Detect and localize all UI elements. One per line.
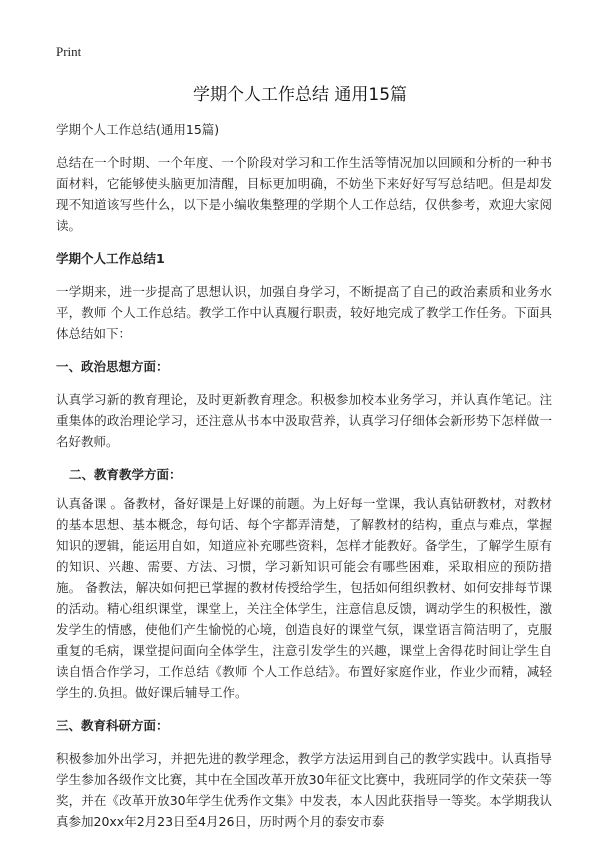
part-body-politics: 认真学习新的教育理论，及时更新教育理念。积极参加校本业务学习，并认真作笔记。注重集体的政治理论学习，还注意从书本中汲取营养，认真学习仔细体会新形势下怎样做一名好教师。 [56,392,552,449]
print-link[interactable]: Print [56,44,82,59]
part-body-teaching: 认真备课 。备教材，备好课是上好课的前题。为上好每一堂课，我认真钻研教材，对教材的基本思想、基本概念，每句话、每个字都弄清楚，了解教材的结构，重点与难点，掌握知识的逻辑，能运用自如，知道应补充哪些资料，怎样才能教好。备学生，了解学生原有的知识、兴趣、需要、方法、习惯，学习新知识可能会有哪些困难，采取相应的预防措施。 备教法，解决如何把已掌握的教材传授给学生，包括如何组织教材、如何安排每节课的活动。精心组织课堂，课堂上，关注全体学生，注意信息反馈，调动学生的积极性，激发学生的情感，使他们产生愉悦的心境，创造良好的课堂气氛，课堂语言简洁明了，克服重复的毛病，课堂提问面向全体学生，注意引发学生的兴趣，课堂上舍得花时间让学生自读自悟合作学习，工作总结《教师 个人工作总结》。布置好家庭作业，作业少而精，减轻学生的.负担。做好课后辅导工作。 [56,496,552,700]
section-intro-paragraph: 一学期来，进一步提高了思想认识，加强自身学习，不断提高了自己的政治素质和业务水平，教师 个人工作总结。教学工作中认真履行职责，较好地完成了教学工作任务。下面具体总结如下： [56,284,552,341]
intro-paragraph: 总结在一个时期、一个年度、一个阶段对学习和工作生活等情况加以回顾和分析的一种书面材料，它能够使头脑更加清醒，目标更加明确，不妨坐下来好好写写总结吧。但是却发现不知道该写些什么，以下是小编收集整理的学期个人工作总结，仅供参考，欢迎大家阅读。 [56,155,552,233]
document-subtitle: 学期个人工作总结(通用15篇) [56,122,220,137]
section-heading: 学期个人工作总结1 [56,251,165,266]
part-body-research: 积极参加外出学习，并把先进的教学理念，教学方法运用到自己的教学实践中。认真指导学生参加各级作文比赛，其中在全国改革开放30年征文比赛中，我班同学的作文荣获一等奖，并在《改革开放30年学生优秀作文集》中发表，本人因此获指导一等奖。本学期我认真参加20xx年2月23日至4月26日，历时两个月的泰安市泰 [56,751,552,829]
part-heading-politics: 一、政治思想方面： [56,359,169,374]
page-title: 学期个人工作总结 通用15篇 [192,85,408,105]
part-heading-research: 三、教育科研方面： [56,718,169,733]
part-heading-teaching: 二、教育教学方面： [69,467,182,482]
document-body [56,119,552,844]
